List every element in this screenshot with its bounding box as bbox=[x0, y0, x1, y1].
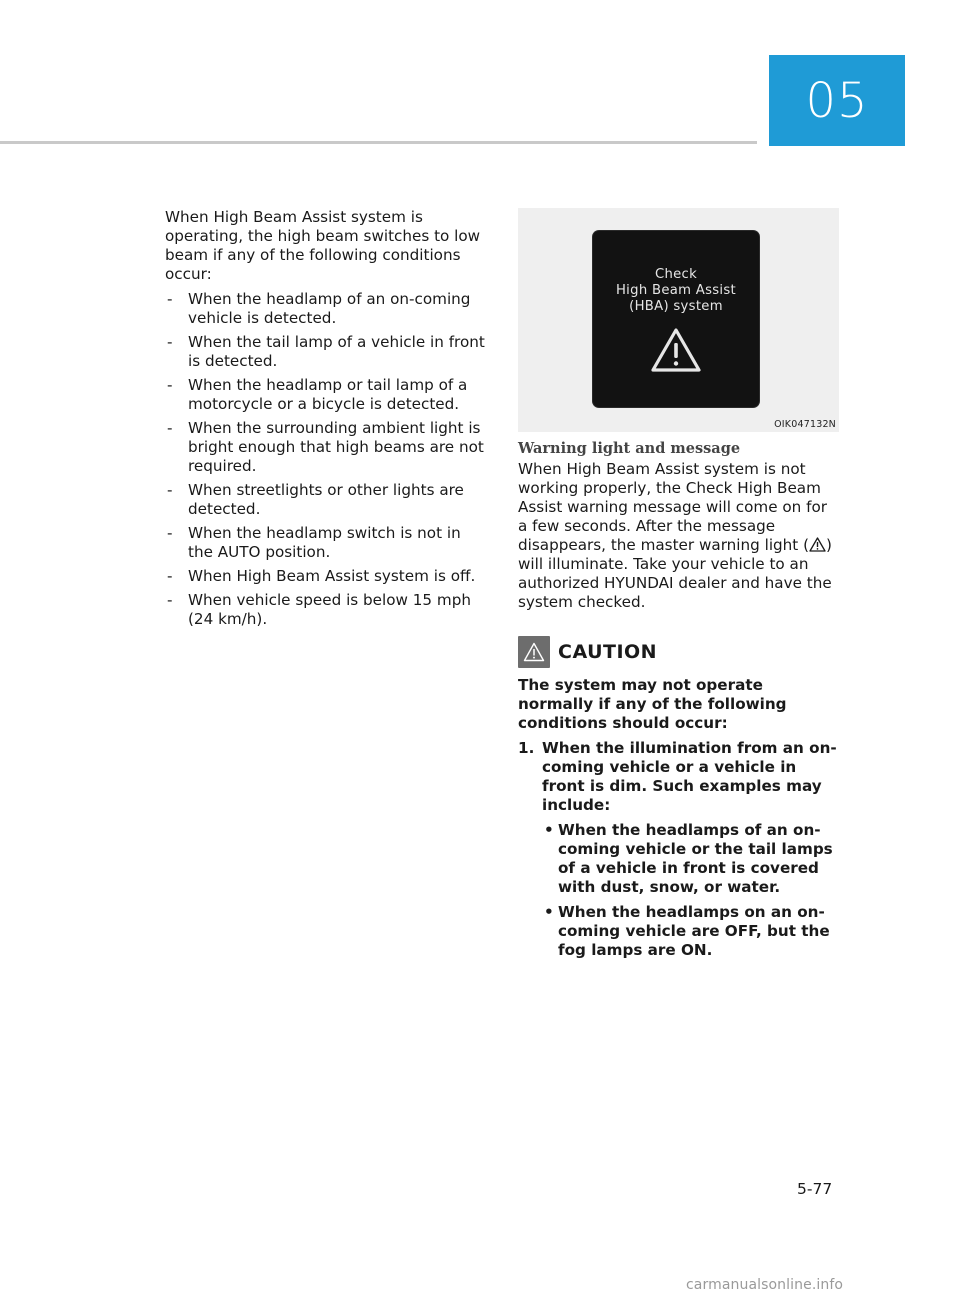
warning-triangle-icon bbox=[650, 327, 702, 373]
condition-list bbox=[165, 290, 490, 629]
chapter-tab: 05 bbox=[769, 55, 905, 146]
figure-code: OIK047132N bbox=[774, 419, 836, 430]
caution-label: CAUTION bbox=[558, 641, 658, 663]
list-item: • When the headlamps of an on-coming vehicle or the tail lamps of a vehicle in front is covered with dust, snow, or water. bbox=[544, 821, 833, 896]
section-heading: Warning light and message bbox=[518, 440, 741, 457]
caution-body bbox=[518, 676, 840, 960]
list-item: - When vehicle speed is below 15 mph (24 km/h). bbox=[167, 591, 471, 628]
intro-paragraph: When High Beam Assist system is operating, the high beam switches to low beam if any of the following conditions occur: bbox=[165, 208, 481, 283]
caution-header bbox=[518, 636, 840, 668]
caution-intro: The system may not operate normally if any of the following conditions should occur: bbox=[518, 676, 787, 732]
left-column bbox=[165, 208, 490, 634]
example-list bbox=[542, 821, 840, 960]
watermark: carmanualsonline.info bbox=[686, 1277, 844, 1293]
cluster-display bbox=[593, 231, 759, 407]
cluster-figure bbox=[518, 208, 839, 432]
list-item: • When the headlamps on an on-coming vehicle are OFF, but the fog lamps are ON. bbox=[544, 903, 830, 959]
display-message: Check High Beam Assist (HBA) system bbox=[615, 267, 737, 314]
right-column bbox=[518, 208, 840, 966]
list-item: - When the surrounding ambient light is bright enough that high beams are not required. bbox=[167, 419, 484, 475]
warning-paragraph: When High Beam Assist system is not working properly, the Check High Beam Assist warning message will come on for a few seconds. After the message disappears, the master warning light ( ) will illuminate. Take your vehicle to an authorized HYUNDAI dealer and have the system checked. bbox=[518, 460, 832, 611]
numbered-item: 1. When the illumination from an on-coming vehicle or a vehicle in front is dim. Such examples may include: • When the headlamps of an on-coming vehicle or the tail lamps of a vehicle in front is covered with dust, snow, or water. • When the headlamps on an on-coming vehicle are OFF, but the fog lamps are ON. bbox=[518, 739, 840, 960]
list-item: - When streetlights or other lights are detected. bbox=[167, 481, 464, 518]
list-item: - When the headlamp or tail lamp of a motorcycle or a bicycle is detected. bbox=[167, 376, 468, 413]
header-divider bbox=[0, 141, 757, 144]
list-item: - When the headlamp of an on-coming vehicle is detected. bbox=[167, 290, 471, 327]
list-item: - When High Beam Assist system is off. bbox=[167, 567, 476, 585]
master-warning-icon bbox=[809, 537, 826, 552]
caution-icon bbox=[518, 636, 550, 668]
page-number: 5-77 bbox=[797, 1180, 833, 1198]
list-item: - When the headlamp switch is not in the AUTO position. bbox=[167, 524, 461, 561]
list-item: - When the tail lamp of a vehicle in front is detected. bbox=[167, 333, 485, 370]
